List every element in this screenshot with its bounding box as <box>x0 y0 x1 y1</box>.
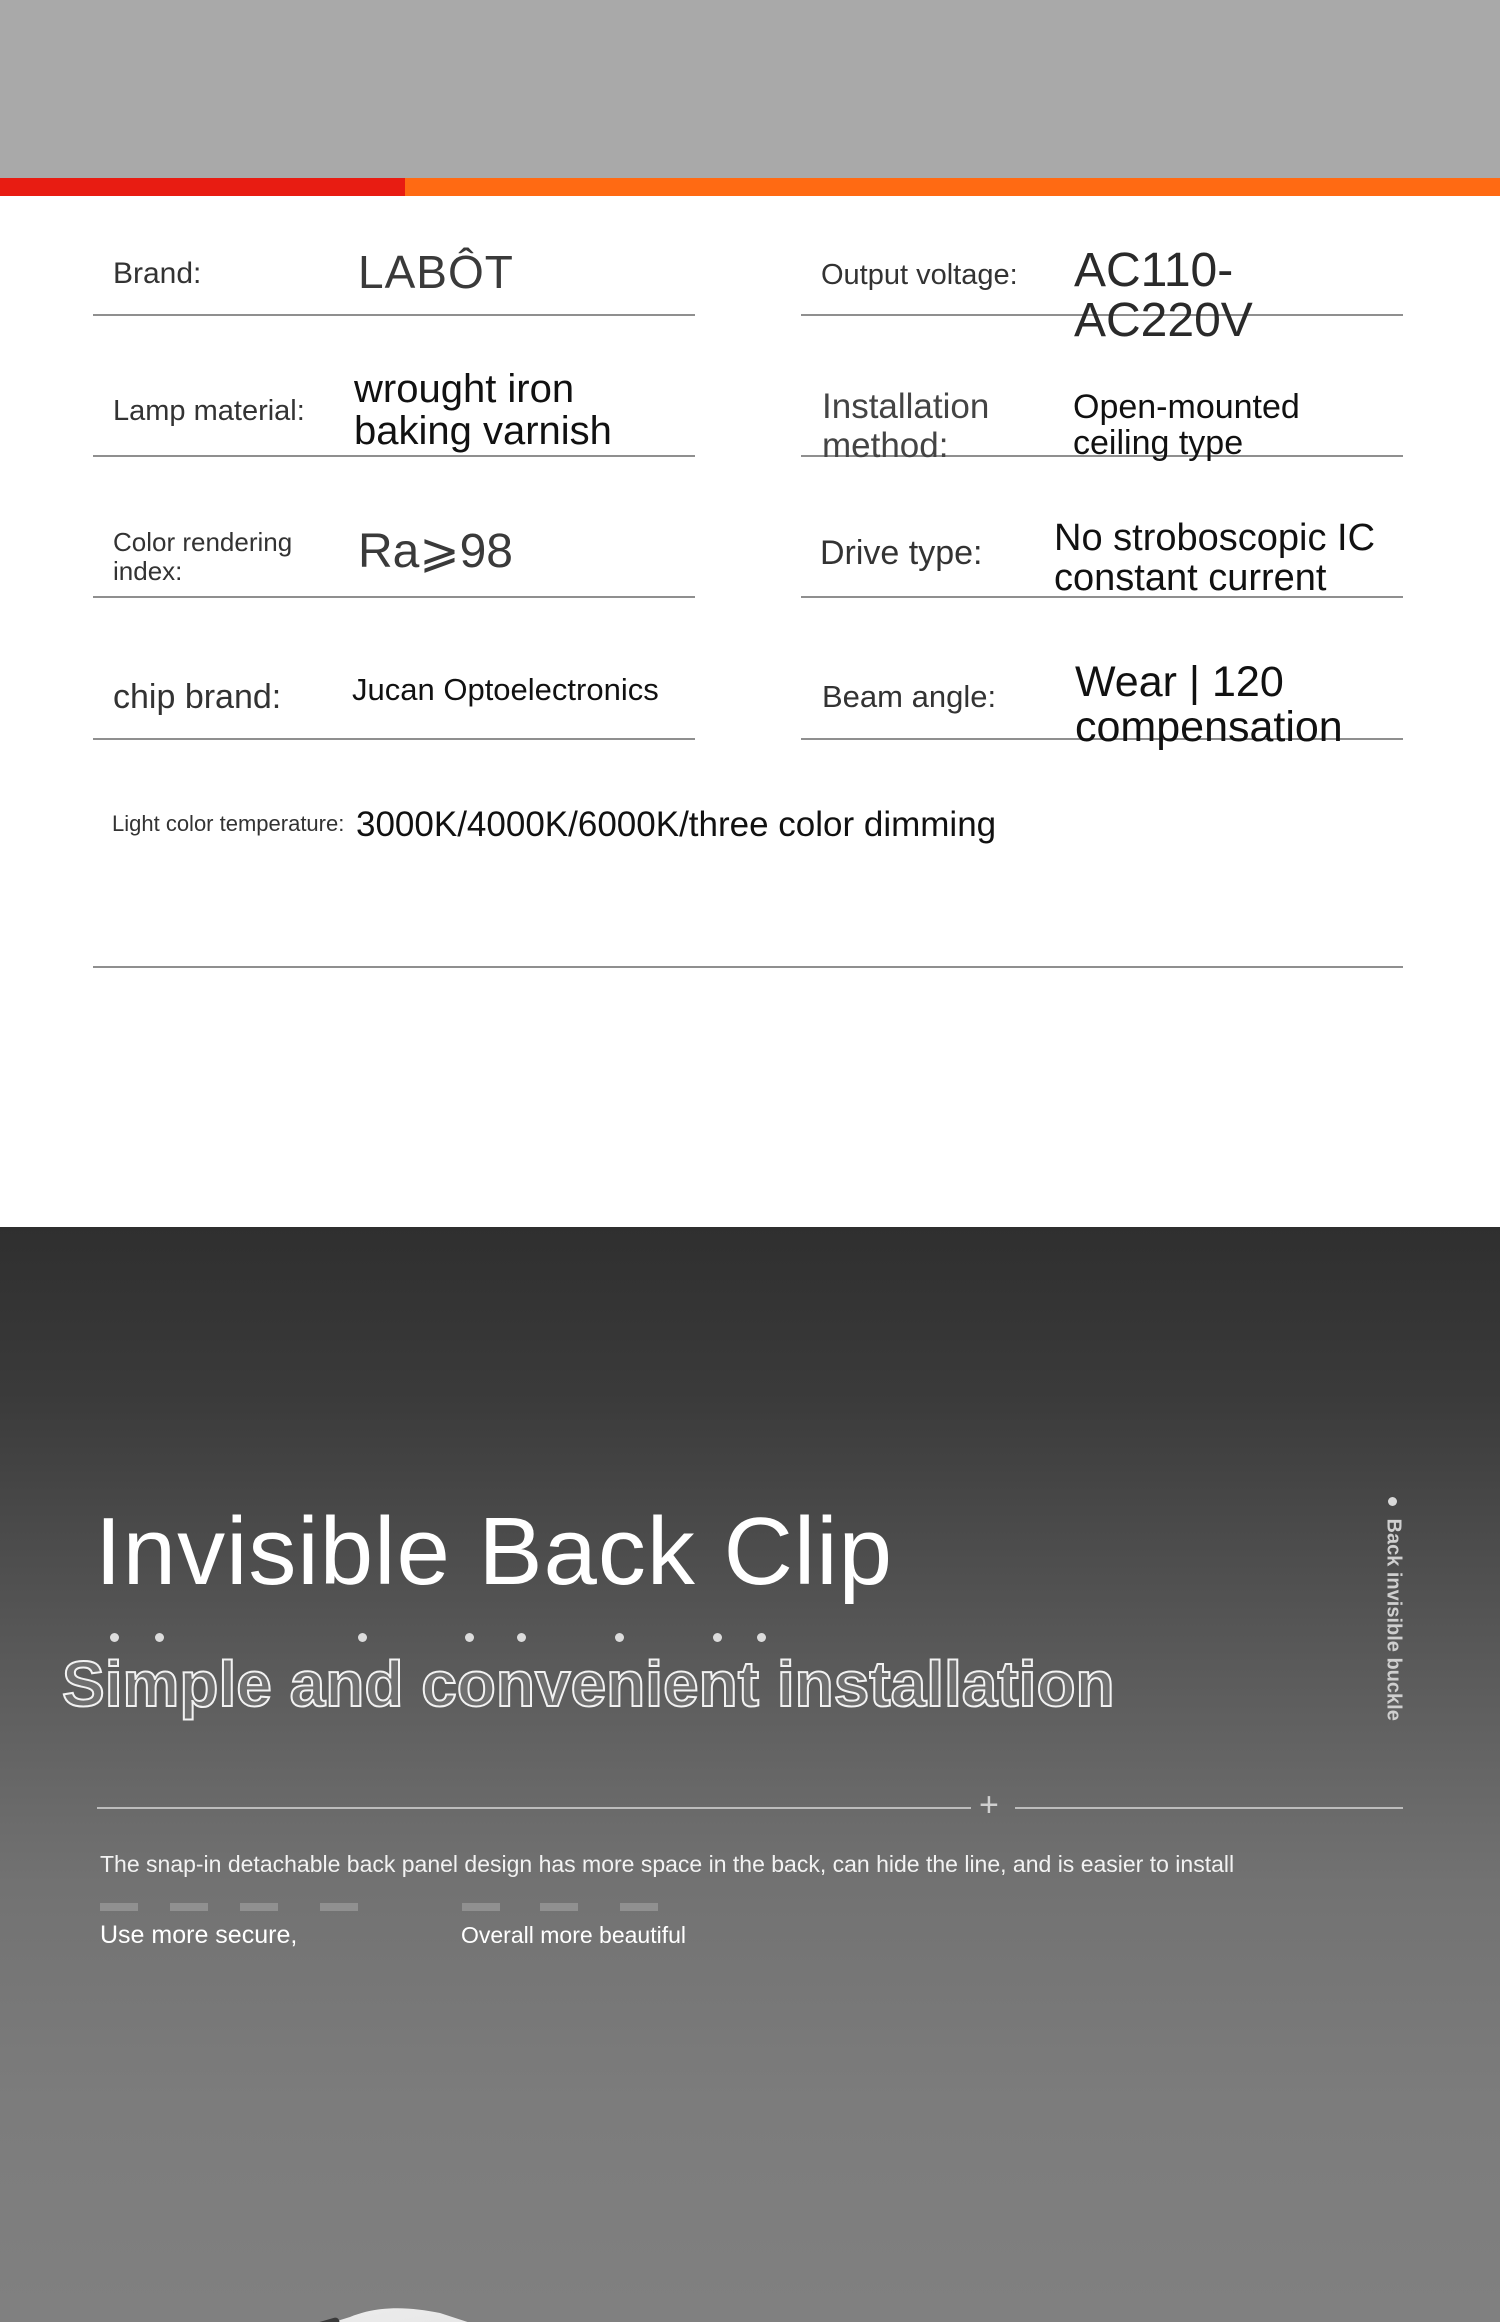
spec-beam-angle <box>801 598 1403 752</box>
top-banner <box>0 0 1500 178</box>
spec-color-rendering <box>93 457 695 598</box>
plus-icon: + <box>979 1786 999 1824</box>
spec-beam-angle-line2: compensation <box>1075 703 1343 752</box>
back-panel-plate <box>90 2308 850 2322</box>
spec-lamp-material-value <box>354 368 612 452</box>
spec-chip-brand-value: Jucan Optoelectronics <box>352 672 659 707</box>
spec-color-rendering-label <box>113 528 292 585</box>
spec-installation-method-value <box>1073 390 1300 461</box>
spec-output-voltage <box>801 196 1403 348</box>
back-panel-image <box>90 2187 850 2322</box>
spec-installation-value-line1: Open-mounted <box>1073 388 1300 426</box>
feature-beautiful: Overall more beautiful <box>461 1922 686 1948</box>
spec-chip-brand-label: chip brand: <box>113 678 282 716</box>
install-section <box>0 1227 1500 2322</box>
divider-right <box>1015 1807 1403 1809</box>
install-title: Invisible Back Clip <box>95 1498 893 1605</box>
spec-output-voltage-value: AC110-AC220V <box>1074 244 1253 348</box>
spec-lamp-material <box>93 316 695 457</box>
spec-lamp-material-label: Lamp material: <box>113 395 305 427</box>
install-subtitle: Simple and convenient installation <box>62 1648 1115 1720</box>
spec-color-rendering-value: Ra⩾98 <box>358 525 513 578</box>
spec-output-voltage-label: Output voltage: <box>821 259 1018 291</box>
spec-chip-brand <box>93 598 695 740</box>
spec-lamp-material-line2: baking varnish <box>354 409 612 453</box>
spec-drive-type-line1: No stroboscopic IC <box>1054 517 1376 559</box>
accent-bar <box>0 178 1500 196</box>
spec-installation-value-line2: ceiling type <box>1073 423 1244 462</box>
spec-lamp-material-line1: wrought iron <box>354 367 575 411</box>
spec-installation-method <box>801 316 1403 465</box>
spec-beam-angle-value <box>1075 660 1343 750</box>
spec-brand-label: Brand: <box>113 257 202 290</box>
spec-drive-type-line2: constant current <box>1054 556 1327 599</box>
ghost-glyph <box>320 1903 358 1911</box>
spec-drive-type-label: Drive type: <box>820 534 983 572</box>
spec-installation-label-line1: Installation <box>822 387 990 426</box>
spec-drive-type-value <box>1054 519 1375 599</box>
panel-slot <box>300 2317 341 2322</box>
spec-brand <box>93 196 695 316</box>
spec-beam-angle-line1: Wear | 120 <box>1075 658 1284 706</box>
ghost-glyph <box>462 1903 500 1911</box>
ghost-glyph <box>240 1903 278 1911</box>
install-description: The snap-in detachable back panel design has more space in the back, can hide the line, and is easier to install <box>100 1851 1235 1877</box>
brand-logo: LABÔT <box>358 246 514 298</box>
ghost-glyph <box>170 1903 208 1911</box>
spec-installation-method-label <box>822 388 989 465</box>
spec-sheet <box>0 196 1500 1227</box>
spec-light-color-temp <box>93 740 1403 968</box>
ghost-glyph <box>100 1903 138 1911</box>
spec-light-color-temp-label: Light color temperature: <box>112 811 345 836</box>
ghost-glyph <box>540 1903 578 1911</box>
spec-color-rendering-label-line1: Color rendering <box>113 527 293 557</box>
side-tag <box>1378 1497 1408 1727</box>
spec-beam-angle-label: Beam angle: <box>822 679 997 714</box>
side-tag-text: Back invisible buckle <box>1382 1518 1405 1721</box>
feature-secure: Use more secure, <box>100 1921 298 1949</box>
side-tag-dot <box>1388 1497 1397 1506</box>
spec-drive-type <box>801 457 1403 598</box>
spec-installation-label-line2: method: <box>822 425 949 465</box>
spec-color-rendering-label-line2: index: <box>113 555 183 586</box>
ghost-glyph <box>620 1903 658 1911</box>
spec-light-color-temp-value: 3000K/4000K/6000K/three color dimming <box>356 805 997 844</box>
divider-left <box>97 1807 971 1809</box>
